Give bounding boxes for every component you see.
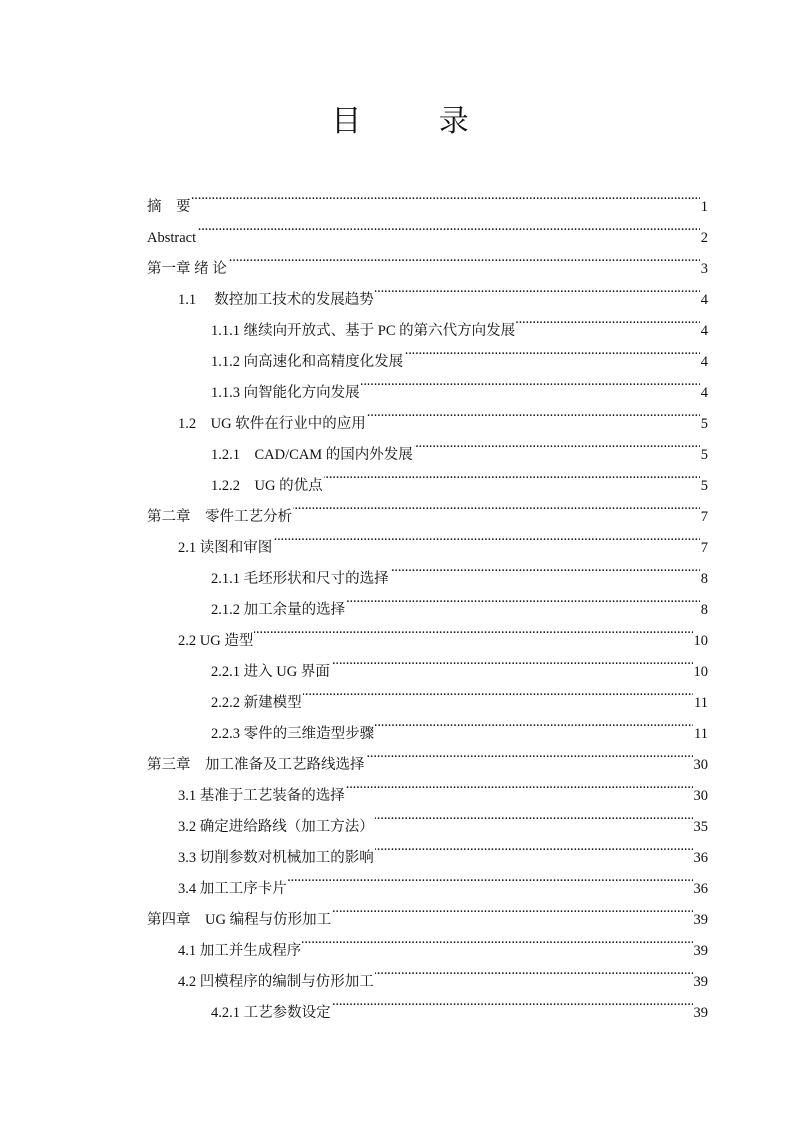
- dot-leader: [516, 304, 700, 335]
- toc-entry-label: 第二章 零件工艺分析: [147, 509, 292, 525]
- dot-leader: [293, 490, 700, 521]
- toc-entry-label: 1.2 UG 软件在行业中的应用: [178, 416, 366, 432]
- toc-entry-page: 39: [693, 974, 708, 990]
- dot-leader: [331, 645, 693, 676]
- toc-entry-page: 36: [693, 881, 708, 897]
- toc-entry-page: 1: [700, 199, 708, 215]
- toc-entry-page: 4: [700, 323, 708, 339]
- dot-leader: [192, 180, 700, 211]
- toc-entry-page: 36: [693, 850, 708, 866]
- toc-entry-label: 2.1.1 毛坯形状和尺寸的选择: [211, 571, 389, 587]
- toc-entry-page: 39: [693, 1005, 708, 1021]
- dot-leader: [324, 459, 700, 490]
- toc-entry-page: 5: [700, 416, 708, 432]
- toc-entry-label: 第三章 加工准备及工艺路线选择: [147, 757, 365, 773]
- toc-entry-page: 39: [693, 912, 708, 928]
- toc-entry-page: 2: [700, 230, 708, 246]
- toc-entry-label: 第一章 绪 论: [147, 261, 227, 277]
- toc-entry-label: 3.1 基准于工艺装备的选择: [178, 788, 345, 804]
- dot-leader: [414, 428, 700, 459]
- toc-entry-page: 4: [700, 354, 708, 370]
- toc-entry-label: 3.2 确定进给路线（加工方法）: [178, 819, 374, 835]
- dot-leader: [228, 242, 700, 273]
- dot-leader: [375, 831, 693, 862]
- dot-leader: [254, 614, 692, 645]
- toc-entry-label: 3.4 加工工序卡片: [178, 881, 287, 897]
- toc-entry-label: 2.1.2 加工余量的选择: [211, 602, 346, 618]
- toc-entry-page: 3: [700, 261, 708, 277]
- dot-leader: [332, 893, 692, 924]
- toc-entry-page: 11: [694, 726, 708, 742]
- toc-entry-label: 2.2.3 零件的三维造型步骤: [211, 726, 375, 742]
- dot-leader: [346, 769, 693, 800]
- toc-entry-label: 3.3 切削参数对机械加工的影响: [178, 850, 374, 866]
- toc-entry-label: 2.2.2 新建模型: [211, 695, 302, 711]
- toc-entry-page: 10: [693, 664, 708, 680]
- toc-entry-page: 5: [700, 447, 708, 463]
- toc-entry-label: 4.1 加工并生成程序: [178, 943, 302, 959]
- toc-entry-page: 8: [700, 571, 708, 587]
- dot-leader: [332, 986, 693, 1017]
- toc-entry[interactable]: [147, 180, 708, 215]
- dot-leader: [375, 273, 700, 304]
- toc-entry-label: Abstract: [147, 230, 197, 246]
- toc-entry-page: 11: [694, 695, 708, 711]
- toc-entry-page: 7: [700, 509, 708, 525]
- dot-leader: [303, 676, 693, 707]
- toc-entry-page: 30: [693, 757, 708, 773]
- toc-entry-page: 35: [693, 819, 708, 835]
- dot-leader: [367, 397, 700, 428]
- toc-entry[interactable]: [147, 273, 708, 308]
- page-title: 目 录: [331, 104, 503, 139]
- toc-entry-label: 1.1.1 继续向开放式、基于 PC 的第六代方向发展: [211, 323, 516, 339]
- table-of-contents: [147, 180, 708, 1021]
- dot-leader: [197, 211, 700, 242]
- dot-leader: [390, 552, 700, 583]
- toc-entry-label: 1.2.2 UG 的优点: [211, 478, 323, 494]
- toc-entry-page: 5: [700, 478, 708, 494]
- toc-entry-label: 1.2.1 CAD/CAM 的国内外发展: [211, 447, 413, 463]
- toc-entry-label: 2.2.1 进入 UG 界面: [211, 664, 330, 680]
- dot-leader: [375, 955, 693, 986]
- toc-entry-page: 4: [700, 292, 708, 308]
- toc-entry-label: 第四章 UG 编程与仿形加工: [147, 912, 332, 928]
- toc-entry-label: 2.2 UG 造型: [178, 633, 254, 649]
- toc-entry-page: 39: [693, 943, 708, 959]
- toc-entry-label: 4.2.1 工艺参数设定: [211, 1005, 331, 1021]
- dot-leader: [404, 335, 700, 366]
- dot-leader: [361, 366, 700, 397]
- dot-leader: [375, 707, 693, 738]
- toc-entry-label: 1.1 数控加工技术的发展趋势: [178, 292, 374, 308]
- toc-entry-page: 4: [700, 385, 708, 401]
- toc-entry-label: 1.1.3 向智能化方向发展: [211, 385, 360, 401]
- dot-leader: [346, 583, 700, 614]
- toc-entry-page: 8: [700, 602, 708, 618]
- dot-leader: [375, 800, 693, 831]
- toc-entry[interactable]: [147, 242, 708, 277]
- toc-entry-label: 1.1.2 向高速化和高精度化发展: [211, 354, 404, 370]
- dot-leader: [302, 924, 692, 955]
- toc-entry-page: 10: [693, 633, 708, 649]
- dot-leader: [366, 738, 693, 769]
- dot-leader: [273, 521, 700, 552]
- toc-entry-label: 4.2 凹模程序的编制与仿形加工: [178, 974, 374, 990]
- toc-entry-label: 2.1 读图和审图: [178, 540, 273, 556]
- toc-entry-page: 7: [700, 540, 708, 556]
- toc-entry[interactable]: [147, 211, 708, 246]
- toc-entry-page: 30: [693, 788, 708, 804]
- toc-entry-label: 摘 要: [147, 199, 191, 215]
- dot-leader: [288, 862, 693, 893]
